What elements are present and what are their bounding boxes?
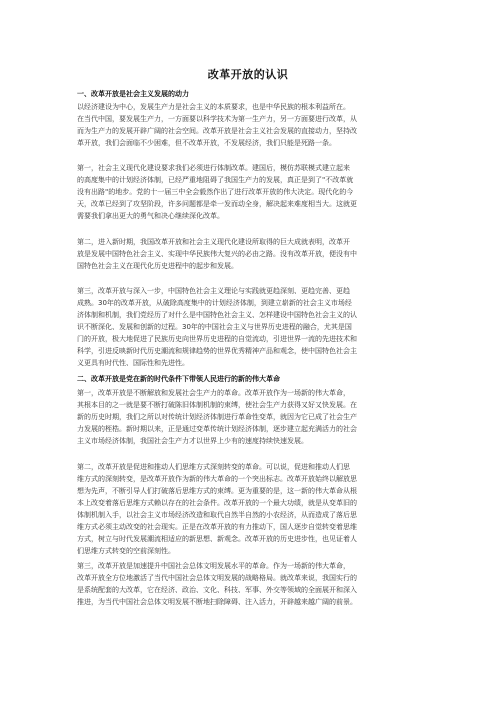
paragraph bbox=[77, 101, 419, 149]
paragraph bbox=[77, 560, 419, 608]
paragraph-line: 需要我们拿出更大的勇气和决心继续深化改革。 bbox=[77, 212, 224, 220]
paragraph-line: 方式，树立与时代发展潮流相适应的新思想、新观念。改革开放的历史进步性，也见证着人 bbox=[77, 535, 357, 543]
paragraph bbox=[77, 387, 419, 447]
paragraph-line: 推进，为当代中国社会总体文明发展不断地扫除障碍、注入活力，开辟越来越广阔的前景。 bbox=[77, 598, 357, 606]
paragraph-line: 第二，改革开放是促进和推动人们思维方式深刻转变的革命。可以说，促进和推动人们思 bbox=[77, 463, 350, 471]
paragraph-line: 而为生产力的发展开辟广阔的社会空间。改革开放是社会主义社会发展的直接动力，坚持改 bbox=[77, 127, 357, 135]
document-title: 改革开放的认识 bbox=[207, 68, 289, 81]
paragraph-line: 力发展的桎梏。新时期以来，正是通过变革传统计划经济体制，逐步建立起充满活力的社会 bbox=[77, 425, 357, 433]
paragraph-line: 是系统配套的大改革，它在经济、政治、文化、科技、军事、外交等领域的全面展开和深入 bbox=[77, 586, 357, 594]
paragraph-line: 其根本目的之一就是要不断打破陈旧体制机制的束缚，使社会生产力获得又好又快发展。在 bbox=[77, 401, 357, 409]
paragraph-line: 主义市场经济体制，我国社会生产力才以世界上少有的速度持续快速发展。 bbox=[77, 437, 308, 445]
paragraph-line: 们思维方式转变的空前深刻性。 bbox=[77, 547, 175, 555]
paragraph-line: 第一，社会主义现代化建设要求我们必须进行体制改革。建国后，模仿苏联模式建立起来 bbox=[77, 164, 350, 172]
paragraph-line: 在当代中国，要发展生产力，一方面要以科学技术为第一生产力，另一方面要进行改革，从 bbox=[77, 115, 357, 123]
paragraph-line: 本上改变着落后思维方式赖以存在的社会条件。改革开放的一个最大功绩，就是从变革旧的 bbox=[77, 499, 357, 507]
paragraph-line: 没有出路"的地步。党的十一届三中全会毅然作出了进行改革开放的伟大决定。现代化的今 bbox=[77, 188, 354, 196]
paragraph-line: 第三，改革开放与深入一步，中国特色社会主义理论与实践就更趋深刻、更趋完善、更趋 bbox=[77, 287, 350, 295]
paragraph-line: 济体制和机制，我们党经历了对什么是中国特色社会主义、怎样建设中国特色社会主义的认 bbox=[77, 311, 357, 319]
section-heading-2: 二、改革开放是党在新的时代条件下带领人民进行的新的伟大革命 bbox=[77, 375, 280, 383]
paragraph-line: 维方式的深刻转变，是改革开放作为新的伟大革命的一个突出标志。改革开放始终以解放思 bbox=[77, 475, 357, 483]
paragraph-line: 成熟。30年的改革开放，从破除高度集中的计划经济体制，到建立崭新的社会主义市场经 bbox=[77, 299, 352, 307]
paragraph-line: 国特色社会主义在现代化历史进程中的起步和发展。 bbox=[77, 262, 238, 270]
paragraph-line: 维方式必须主动改变的社会现实。正是在改革开放的有力推动下，国人逐步自觉转变着思维 bbox=[77, 523, 357, 531]
paragraph-line: 天，改革已经到了攻坚阶段，许多问题都是牵一发而动全身，解决起来难度相当大。这就更 bbox=[77, 200, 357, 208]
paragraph-line: 第三，改革开放是加速提升中国社会总体文明发展水平的革命。作为一场新的伟大革命， bbox=[77, 562, 350, 570]
paragraph-line: 想为先声，不断引导人们打破落后思维方式的束缚。更为重要的是，这一新的伟大革命从根 bbox=[77, 487, 357, 495]
paragraph bbox=[77, 236, 419, 272]
paragraph-line: 体制机制入手，以社会主义市场经济改造和取代自然半自然的小农经济，从而造成了落后思 bbox=[77, 511, 357, 519]
paragraph bbox=[77, 285, 419, 369]
paragraph-line: 科学，引进反映新时代历史潮流和规律趋势的世界优秀精神产品和观念，使中国特色社会主 bbox=[77, 347, 357, 355]
paragraph-line: 放是发展中国特色社会主义、实现中华民族伟大复兴的必由之路。没有改革开放，便没有中 bbox=[77, 250, 357, 258]
paragraph-line: 以经济建设为中心，发展生产力是社会主义的本质要求，也是中华民族的根本利益所在。 bbox=[77, 103, 350, 111]
paragraph-line: 的高度集中的计划经济体制，已经严重地阻碍了我国生产力的发展，真正是到了"不改革就 bbox=[77, 176, 354, 184]
paragraph bbox=[77, 162, 419, 222]
paragraph-line: 第二，进入新时期，我国改革开放和社会主义现代化建设所取得的巨大成就表明，改革开 bbox=[77, 238, 350, 246]
paragraph-line: 门的开放，极大地促进了民族历史向世界历史进程的自觉流动，引进世界一流的先进技术和 bbox=[77, 335, 357, 343]
section-heading-1: 一、改革开放是社会主义发展的动力 bbox=[77, 90, 189, 98]
paragraph-line: 改革开放全方位地激活了当代中国社会总体文明发展的战略格局。就改革来说，我国实行的 bbox=[77, 574, 357, 582]
paragraph bbox=[77, 461, 419, 557]
paragraph-line: 第一，改革开放是不断解放和发展社会生产力的革命。改革开放作为一场新的伟大革命， bbox=[77, 389, 350, 397]
paragraph-line: 新的历史时期，我们之所以对传统计划经济体制进行革命性变革，就因为它已成了社会生产 bbox=[77, 413, 357, 421]
paragraph-line: 革开放，我们会面临不少困难，但不改革开放，不发展经济，我们只能是死路一条。 bbox=[77, 139, 336, 147]
paragraph-line: 义更具有时代性、国际性和先进性。 bbox=[77, 359, 189, 367]
paragraph-line: 识不断深化、发展和创新的过程。30年的中国社会主义与世界历史进程的融合，尤其是国 bbox=[77, 323, 352, 331]
